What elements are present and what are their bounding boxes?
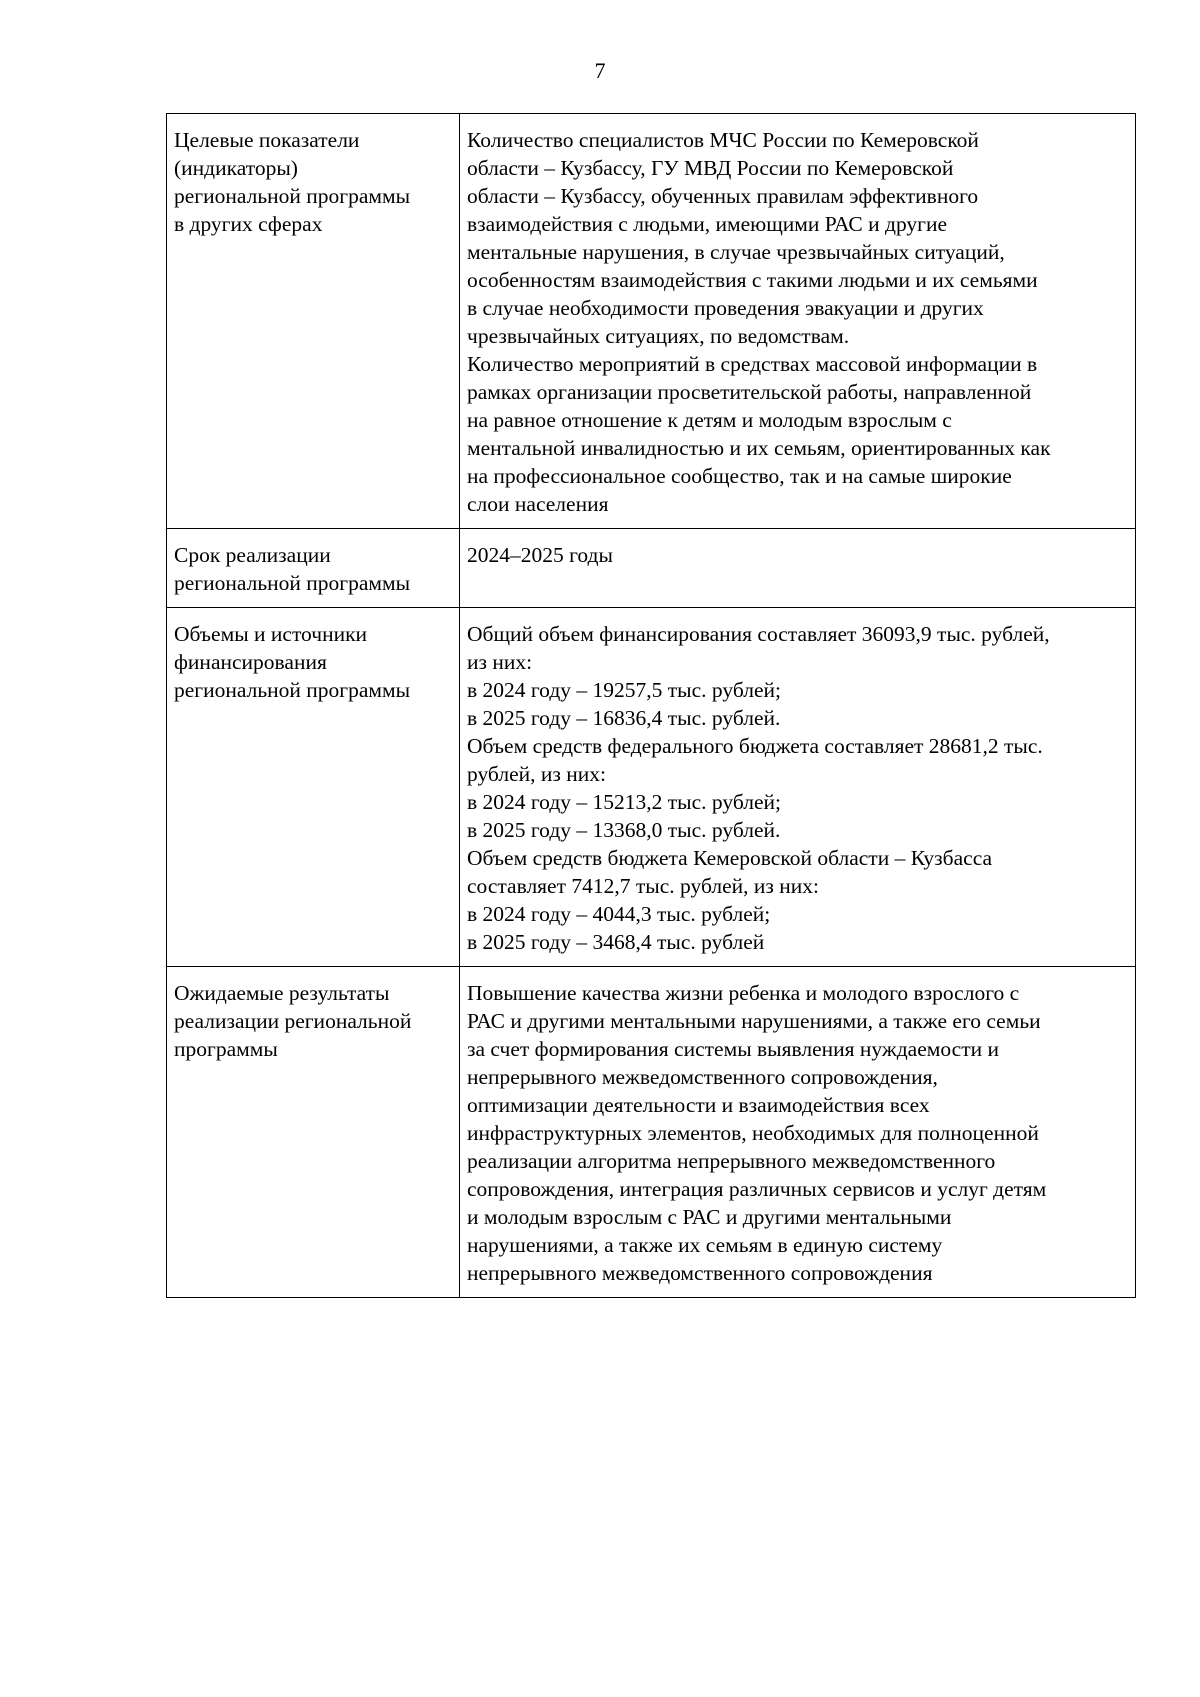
- label-cell-implementation-period: [167, 529, 460, 608]
- value-line: Общий объем финансирования составляет 36093,9 тыс. рублей,: [467, 622, 1050, 646]
- value-line: в 2024 году – 4044,3 тыс. рублей;: [467, 902, 771, 926]
- value-cell-funding: [460, 608, 1136, 967]
- table-row-expected-results: [167, 967, 1136, 1298]
- value-line: за счет формирования системы выявления нуждаемости и: [467, 1037, 999, 1061]
- label-line: (индикаторы): [174, 156, 298, 180]
- value-line: в 2025 году – 13368,0 тыс. рублей.: [467, 818, 781, 842]
- value-line: на профессиональное сообщество, так и на самые широкие: [467, 464, 1012, 488]
- label-line: Срок реализации: [174, 543, 331, 567]
- value-line: нарушениями, а также их семьям в единую систему: [467, 1233, 943, 1257]
- value-line: ментальные нарушения, в случае чрезвычайных ситуаций,: [467, 240, 1005, 264]
- value-cell-implementation-period: [460, 529, 1136, 608]
- value-line: Количество специалистов МЧС России по Кемеровской: [467, 128, 979, 152]
- value-cell-target-indicators: [460, 114, 1136, 529]
- label-cell-funding: [167, 608, 460, 967]
- label-line: финансирования: [174, 650, 327, 674]
- value-line: взаимодействия с людьми, имеющими РАС и другие: [467, 212, 948, 236]
- value-line: и молодым взрослым с РАС и другими ментальными: [467, 1205, 952, 1229]
- value-line: слои населения: [467, 492, 609, 516]
- label-cell-target-indicators: [167, 114, 460, 529]
- label-line: в других сферах: [174, 212, 323, 236]
- label-line: региональной программы: [174, 678, 411, 702]
- value-line: составляет 7412,7 тыс. рублей, из них:: [467, 874, 819, 898]
- value-line: рамках организации просветительской работы, направленной: [467, 380, 1032, 404]
- value-line: Объем средств бюджета Кемеровской области – Кузбасса: [467, 846, 993, 870]
- table-row-funding: [167, 608, 1136, 967]
- value-cell-expected-results: [460, 967, 1136, 1298]
- label-line: Целевые показатели: [174, 128, 360, 152]
- program-passport-table: [166, 113, 1136, 1298]
- value-line: области – Кузбассу, ГУ МВД России по Кемеровской: [467, 156, 954, 180]
- value-line: рублей, из них:: [467, 762, 606, 786]
- value-line: в 2024 году – 19257,5 тыс. рублей;: [467, 678, 781, 702]
- label-line: программы: [174, 1037, 278, 1061]
- value-line: реализации алгоритма непрерывного межведомственного: [467, 1149, 996, 1173]
- label-cell-expected-results: [167, 967, 460, 1298]
- label-line: Ожидаемые результаты: [174, 981, 390, 1005]
- value-line: ментальной инвалидностью и их семьям, ориентированных как: [467, 436, 1051, 460]
- value-line: непрерывного межведомственного сопровождения: [467, 1261, 933, 1285]
- label-line: региональной программы: [174, 184, 411, 208]
- value-line: в 2025 году – 3468,4 тыс. рублей: [467, 930, 765, 954]
- table-row-target-indicators: [167, 114, 1136, 529]
- label-line: реализации региональной: [174, 1009, 412, 1033]
- value-line: Количество мероприятий в средствах массовой информации в: [467, 352, 1038, 376]
- value-line: области – Кузбассу, обученных правилам эффективного: [467, 184, 979, 208]
- value-line: Объем средств федерального бюджета составляет 28681,2 тыс.: [467, 734, 1043, 758]
- table-row-implementation-period: [167, 529, 1136, 608]
- value-line: на равное отношение к детям и молодым взрослым с: [467, 408, 952, 432]
- value-line: 2024–2025 годы: [467, 543, 613, 567]
- value-line: чрезвычайных ситуациях, по ведомствам.: [467, 324, 850, 348]
- value-line: оптимизации деятельности и взаимодействия всех: [467, 1093, 930, 1117]
- value-line: особенностям взаимодействия с такими людьми и их семьями: [467, 268, 1038, 292]
- value-line: в 2025 году – 16836,4 тыс. рублей.: [467, 706, 781, 730]
- value-line: непрерывного межведомственного сопровождения,: [467, 1065, 938, 1089]
- value-line: Повышение качества жизни ребенка и молодого взрослого с: [467, 981, 1020, 1005]
- value-line: инфраструктурных элементов, необходимых для полноценной: [467, 1121, 1039, 1145]
- label-line: Объемы и источники: [174, 622, 368, 646]
- page-number: 7: [594, 58, 606, 83]
- label-line: региональной программы: [174, 571, 411, 595]
- value-line: в 2024 году – 15213,2 тыс. рублей;: [467, 790, 781, 814]
- value-line: сопровождения, интеграция различных сервисов и услуг детям: [467, 1177, 1047, 1201]
- value-line: в случае необходимости проведения эвакуации и других: [467, 296, 984, 320]
- value-line: РАС и другими ментальными нарушениями, а также его семьи: [467, 1009, 1041, 1033]
- value-line: из них:: [467, 650, 533, 674]
